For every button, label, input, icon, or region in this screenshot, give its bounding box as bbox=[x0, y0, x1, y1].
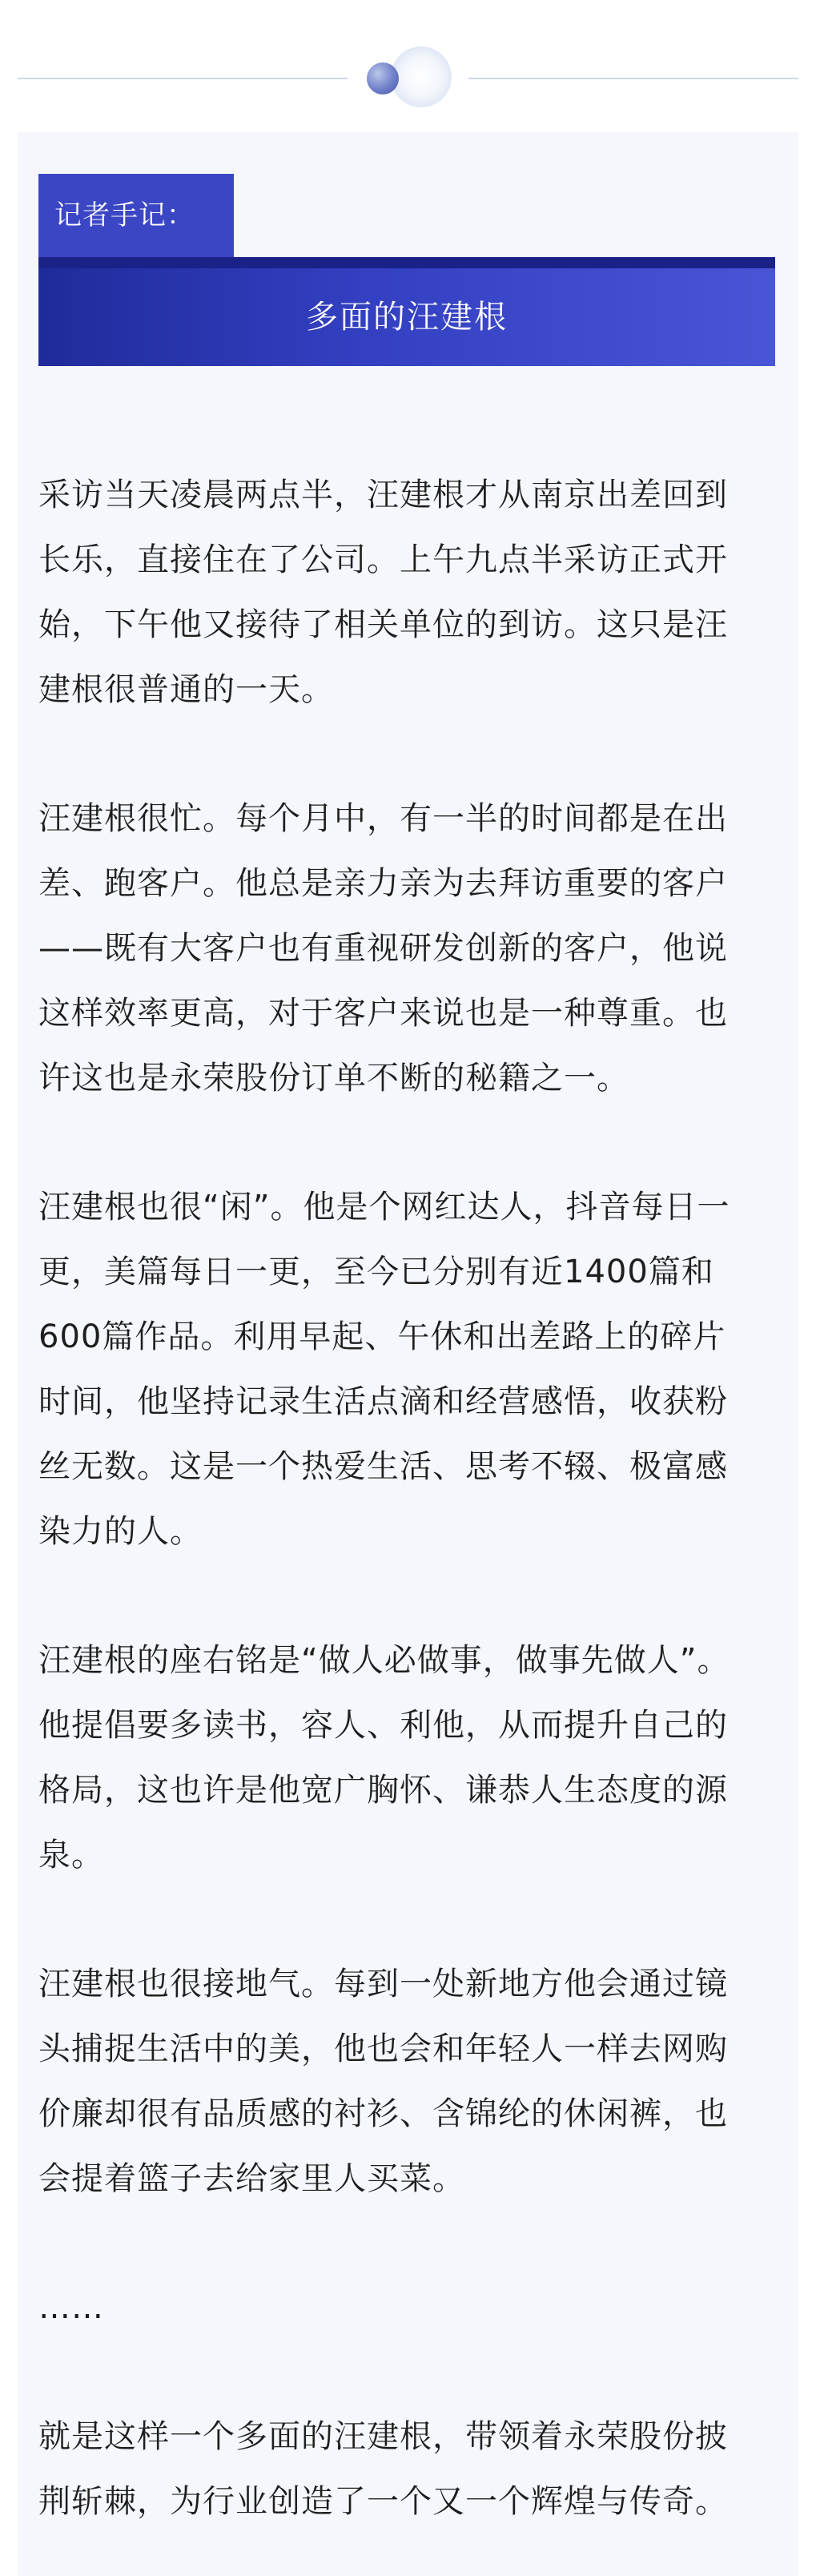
paragraph-line: 更，美篇每日一更，至今已分别有近1400篇和 bbox=[38, 1254, 714, 1290]
paragraph-line: 会提着篮子去给家里人买菜。 bbox=[38, 2160, 465, 2197]
article-paragraph bbox=[38, 1175, 783, 1564]
paragraph-line: 格局，这也许是他宽广胸怀、谦恭人生态度的源 bbox=[38, 1772, 728, 1809]
paragraph-line: 汪建根的座右铭是“做人必做事，做事先做人”。 bbox=[38, 1642, 730, 1679]
article-title: 多面的汪建根 bbox=[306, 299, 508, 336]
divider-line-left bbox=[18, 78, 348, 79]
title-banner-stripe bbox=[38, 257, 775, 268]
paragraph-line: 汪建根也很“闲”。他是个网红达人，抖音每日一 bbox=[38, 1189, 730, 1226]
paragraph-line: 600篇作品。利用早起、午休和出差路上的碎片 bbox=[38, 1318, 726, 1355]
article-paragraph bbox=[38, 1628, 783, 1888]
article-paragraph bbox=[38, 463, 783, 722]
top-divider bbox=[0, 0, 816, 120]
article-paragraph bbox=[38, 2276, 783, 2341]
paragraph-line: 荆斩棘，为行业创造了一个又一个辉煌与传奇。 bbox=[38, 2483, 728, 2520]
paragraph-line: 泉。 bbox=[38, 1837, 104, 1874]
paragraph-line: 建根很普通的一天。 bbox=[38, 671, 334, 708]
paragraph-line: 差、跑客户。他总是亲力亲为去拜访重要的客户 bbox=[38, 865, 728, 902]
paragraph-line: 价廉却很有品质感的衬衫、含锦纶的休闲裤，也 bbox=[38, 2095, 728, 2132]
paragraph-line: 他提倡要多读书，容人、利他，从而提升自己的 bbox=[38, 1707, 728, 1744]
reporter-notes-tag: 记者手记： bbox=[38, 174, 234, 257]
paragraph-line: 时间，他坚持记录生活点滴和经营感悟，收获粉 bbox=[38, 1383, 728, 1420]
article-paragraph bbox=[38, 787, 783, 1111]
article-body bbox=[38, 463, 783, 2534]
paragraph-line: ——既有大客户也有重视研发创新的客户，他说 bbox=[38, 930, 728, 967]
paragraph-line: 汪建根很忙。每个月中，有一半的时间都是在出 bbox=[38, 800, 728, 837]
paragraph-line: 头捕捉生活中的美，他也会和年轻人一样去网购 bbox=[38, 2031, 728, 2067]
divider-line-right bbox=[468, 78, 798, 79]
paragraph-line: 始，下午他又接待了相关单位的到访。这只是汪 bbox=[38, 606, 728, 643]
paragraph-line: 染力的人。 bbox=[38, 1513, 203, 1550]
orb-icon bbox=[367, 62, 399, 95]
paragraph-line: 许这也是永荣股份订单不断的秘籍之一。 bbox=[38, 1060, 629, 1097]
article-paragraph bbox=[38, 2405, 783, 2534]
orb-glow-icon bbox=[391, 46, 452, 107]
article-paragraph bbox=[38, 1952, 783, 2212]
paragraph-line: 就是这样一个多面的汪建根，带领着永荣股份披 bbox=[38, 2418, 728, 2455]
paragraph-line: 采访当天凌晨两点半，汪建根才从南京出差回到 bbox=[38, 477, 728, 513]
paragraph-line: 汪建根也很接地气。每到一处新地方他会通过镜 bbox=[38, 1966, 728, 2002]
title-banner bbox=[38, 257, 775, 366]
paragraph-line: 长乐，直接住在了公司。上午九点半采访正式开 bbox=[38, 541, 728, 578]
paragraph-line: …… bbox=[38, 2289, 104, 2326]
paragraph-line: 丝无数。这是一个热爱生活、思考不辍、极富感 bbox=[38, 1448, 728, 1485]
article-card bbox=[18, 132, 798, 2576]
paragraph-line: 这样效率更高，对于客户来说也是一种尊重。也 bbox=[38, 995, 728, 1032]
